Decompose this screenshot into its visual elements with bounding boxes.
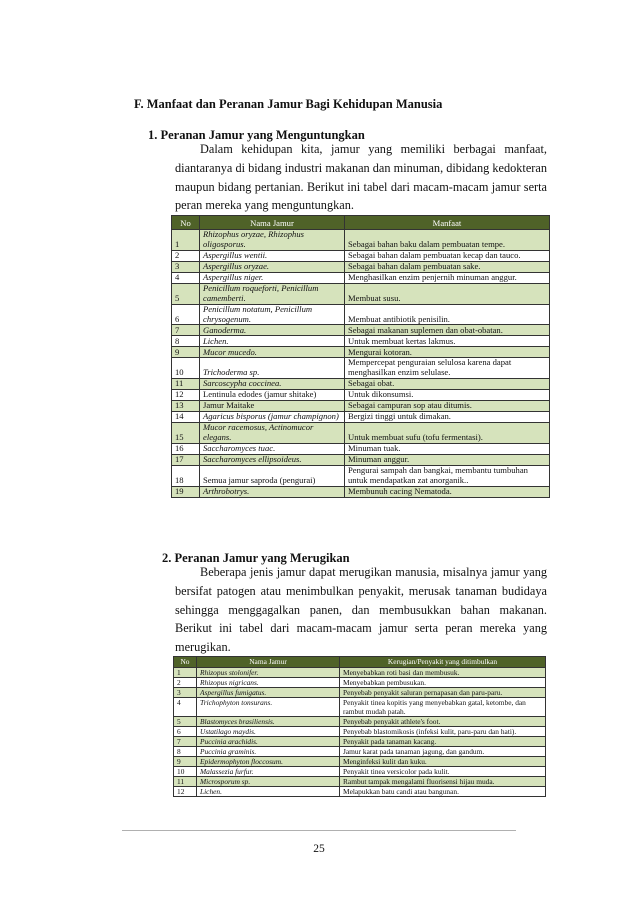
row-description: Untuk membuat kertas lakmus. [345, 336, 550, 347]
row-number: 10 [174, 767, 197, 777]
row-description: Sebagai bahan dalam pembuatan kecap dan tauco. [345, 250, 550, 261]
row-number: 1 [172, 230, 200, 251]
fungus-name: Epidermophyton floccosum. [197, 757, 340, 767]
row-description: Untuk dikonsumsi. [345, 390, 550, 401]
row-description: Mempercepat penguraian selulosa karena dapat menghasilkan enzim selulase. [345, 358, 550, 379]
fungus-name: Saccharomyces tuac. [200, 444, 345, 455]
row-description: Pengurai sampah dan bangkai, membantu tumbuhan untuk mendapatkan zat anorganik.. [345, 466, 550, 487]
fungus-name: Penicillum notatum, Penicillum chrysogenum. [200, 304, 345, 325]
fungus-name: Aspergillus fumigatus. [197, 688, 340, 698]
table-row [172, 455, 550, 466]
row-description: Penyakit pada tanaman kacang. [340, 737, 546, 747]
section-title: F. Manfaat dan Peranan Jamur Bagi Kehidupan Manusia [134, 97, 443, 111]
row-number: 19 [172, 486, 200, 497]
fungus-name: Sarcoscypha coccinea. [200, 379, 345, 390]
row-description: Penyakit tinea kopitis yang menyebabkan gatal, ketombe, dan rambut mudah patah. [340, 698, 546, 717]
table-row [174, 777, 546, 787]
part2-title: 2. Peranan Jamur yang Merugikan [162, 551, 350, 565]
row-description: Bergizi tinggi untuk dimakan. [345, 412, 550, 423]
beneficial-table-body [172, 230, 550, 498]
fungus-name: Rhizophus oryzae, Rhizophus oligosporus. [200, 230, 345, 251]
header-loss: Kerugian/Penyakit yang ditimbulkan [340, 657, 546, 668]
row-description: Minuman tuak. [345, 444, 550, 455]
row-number: 3 [174, 688, 197, 698]
fungus-name: Agaricus bisporus (jamur champignon) [200, 412, 345, 423]
row-description: Penyebab blastomikosis (infeksi kulit, paru-paru dan hati). [340, 727, 546, 737]
fungus-name: Puccinia arachidis. [197, 737, 340, 747]
table-row [172, 412, 550, 423]
table-row [174, 668, 546, 678]
row-description: Menyebabkan pembusukan. [340, 678, 546, 688]
table-row [172, 325, 550, 336]
table-row [174, 747, 546, 757]
table-row [174, 737, 546, 747]
row-description: Mengurai kotoran. [345, 347, 550, 358]
header-benefit: Manfaat [345, 216, 550, 230]
row-description: Penyebab penyakit athlete's foot. [340, 717, 546, 727]
row-number: 1 [174, 668, 197, 678]
row-number: 9 [174, 757, 197, 767]
table-row [174, 757, 546, 767]
table-row [172, 250, 550, 261]
row-number: 8 [174, 747, 197, 757]
harmful-table-body [174, 668, 546, 797]
fungus-name: Semua jamur saproda (pengurai) [200, 466, 345, 487]
row-description: Menyebabkan roti basi dan membusuk. [340, 668, 546, 678]
row-number: 5 [172, 283, 200, 304]
fungus-name: Ustatilago maydis. [197, 727, 340, 737]
row-number: 10 [172, 358, 200, 379]
fungus-name: Aspergillus niger. [200, 272, 345, 283]
header-no: No [174, 657, 197, 668]
row-description: Menghasilkan enzim penjernih minuman anggur. [345, 272, 550, 283]
row-number: 3 [172, 261, 200, 272]
row-number: 17 [172, 455, 200, 466]
header-name: Nama Jamur [197, 657, 340, 668]
table-row [172, 272, 550, 283]
row-number: 16 [172, 444, 200, 455]
fungus-name: Mucor racemosus, Actinomucor elegans. [200, 423, 345, 444]
table-row [172, 230, 550, 251]
fungus-name: Lichen. [197, 787, 340, 797]
row-description: Sebagai bahan dalam pembuatan sake. [345, 261, 550, 272]
row-number: 12 [172, 390, 200, 401]
row-number: 8 [172, 336, 200, 347]
table-row [172, 304, 550, 325]
row-description: Sebagai makanan suplemen dan obat-obatan. [345, 325, 550, 336]
row-description: Membuat susu. [345, 283, 550, 304]
row-number: 2 [174, 678, 197, 688]
row-number: 11 [174, 777, 197, 787]
row-description: Melapukkan batu candi atau bangunan. [340, 787, 546, 797]
row-number: 13 [172, 401, 200, 412]
row-description: Sebagai campuran sop atau ditumis. [345, 401, 550, 412]
fungus-name: Aspergillus wentii. [200, 250, 345, 261]
fungus-name: Microsporum sp. [197, 777, 340, 787]
fungus-name: Saccharomyces ellipsoideus. [200, 455, 345, 466]
table-row [172, 347, 550, 358]
fungus-name: Lentinula edodes (jamur shitake) [200, 390, 345, 401]
table-row [174, 767, 546, 777]
part1-paragraph: Dalam kehidupan kita, jamur yang memiliki berbagai manfaat, diantaranya di bidang industri makanan dan minuman, dibidang kedokteran maupun bidang pertanian. Berikut ini tabel dari macam-macam jamur serta peran mereka yang menguntungkan. [175, 142, 547, 213]
part1-title: 1. Peranan Jamur yang Menguntungkan [148, 128, 365, 142]
table-row [172, 261, 550, 272]
row-description: Penyakit tinea versicolor pada kulit. [340, 767, 546, 777]
row-number: 14 [172, 412, 200, 423]
fungus-name: Jamur Maitake [200, 401, 345, 412]
fungus-name: Puccinia graminis. [197, 747, 340, 757]
fungus-name: Arthrobotrys. [200, 486, 345, 497]
row-number: 4 [174, 698, 197, 717]
row-number: 4 [172, 272, 200, 283]
fungus-name: Lichen. [200, 336, 345, 347]
table-row [174, 688, 546, 698]
row-description: Membunuh cacing Nematoda. [345, 486, 550, 497]
table-row [172, 444, 550, 455]
row-description: Sebagai obat. [345, 379, 550, 390]
row-number: 18 [172, 466, 200, 487]
row-description: Penyebab penyakit saluran pernapasan dan paru-paru. [340, 688, 546, 698]
table-row [172, 486, 550, 497]
fungus-name: Mucor mucedo. [200, 347, 345, 358]
row-number: 7 [174, 737, 197, 747]
table-row [172, 466, 550, 487]
fungus-name: Ganoderma. [200, 325, 345, 336]
header-name: Nama Jamur [200, 216, 345, 230]
fungus-name: Aspergillus oryzae. [200, 261, 345, 272]
fungus-name: Malassezia furfur. [197, 767, 340, 777]
row-description: Membuat antibiotik penisilin. [345, 304, 550, 325]
page-number: 25 [313, 843, 325, 855]
row-description: Untuk membuat sufu (tofu fermentasi). [345, 423, 550, 444]
fungus-name: Rhizopus nigricans. [197, 678, 340, 688]
table-row [172, 390, 550, 401]
table-row [172, 379, 550, 390]
row-number: 12 [174, 787, 197, 797]
row-description: Minuman anggur. [345, 455, 550, 466]
table-row [172, 336, 550, 347]
fungus-name: Trichophyton tonsurans. [197, 698, 340, 717]
row-number: 6 [172, 304, 200, 325]
row-number: 11 [172, 379, 200, 390]
table-row [172, 283, 550, 304]
row-number: 2 [172, 250, 200, 261]
row-number: 5 [174, 717, 197, 727]
row-number: 7 [172, 325, 200, 336]
row-number: 6 [174, 727, 197, 737]
row-number: 15 [172, 423, 200, 444]
header-no: No [172, 216, 200, 230]
harmful-fungi-table [173, 656, 546, 797]
table-row [172, 401, 550, 412]
table-row [174, 717, 546, 727]
part2-paragraph: Beberapa jenis jamur dapat merugikan manusia, misalnya jamur yang bersifat patogen atau menimbulkan penyakit, merusak tanaman budidaya sehingga menggagalkan panen, dan membusukkan bahan makanan. Berikut ini tabel dari macam-macam jamur serta peran mereka yang merugikan. [175, 565, 547, 655]
table-row [174, 727, 546, 737]
footer-divider [122, 830, 516, 831]
table-row [174, 678, 546, 688]
table-row [172, 423, 550, 444]
row-description: Jamur karat pada tanaman jagung, dan gandum. [340, 747, 546, 757]
table-row [174, 698, 546, 717]
row-number: 9 [172, 347, 200, 358]
row-description: Rambut tampak mengalami fluorisensi hijau muda. [340, 777, 546, 787]
table-row [174, 787, 546, 797]
fungus-name: Penicillum roqueforti, Penicillum camemberti. [200, 283, 345, 304]
table-row [172, 358, 550, 379]
row-description: Menginfeksi kulit dan kuku. [340, 757, 546, 767]
fungus-name: Trichoderma sp. [200, 358, 345, 379]
fungus-name: Blastomyces brasiliensis. [197, 717, 340, 727]
fungus-name: Rhizopus stolonifer. [197, 668, 340, 678]
beneficial-fungi-table [171, 215, 550, 498]
row-description: Sebagai bahan baku dalam pembuatan tempe. [345, 230, 550, 251]
